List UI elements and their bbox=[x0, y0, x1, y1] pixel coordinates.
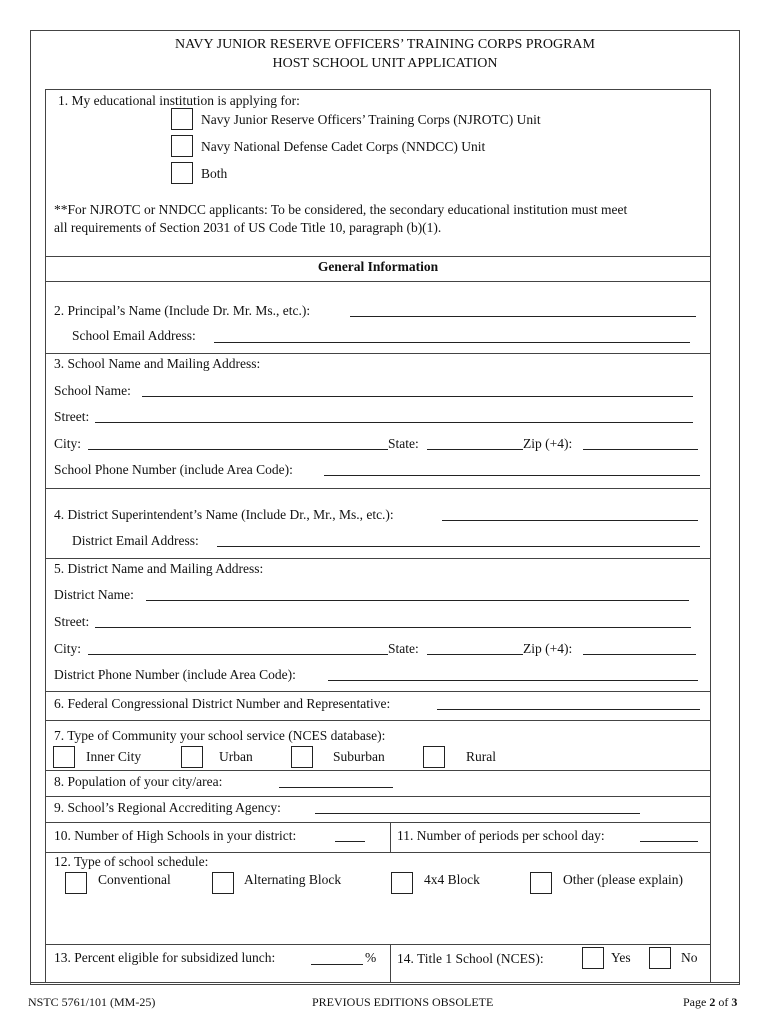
district-zip-field[interactable] bbox=[583, 654, 696, 655]
inner-city-label: Inner City bbox=[86, 749, 142, 764]
rural-label: Rural bbox=[466, 749, 496, 764]
divider bbox=[45, 256, 711, 257]
superintendent-name-label: 4. District Superintendent’s Name (Include Dr., Mr., Ms., etc.): bbox=[54, 507, 394, 522]
school-zip-field[interactable] bbox=[583, 449, 698, 450]
district-email-field[interactable] bbox=[217, 546, 700, 547]
divider bbox=[45, 852, 711, 853]
school-city-field[interactable] bbox=[88, 449, 388, 450]
district-street-field[interactable] bbox=[95, 627, 691, 628]
urban-label: Urban bbox=[219, 749, 253, 764]
divider bbox=[45, 720, 711, 721]
divider bbox=[45, 770, 711, 771]
page-indicator bbox=[683, 995, 737, 1010]
section14-label: 14. Title 1 School (NCES): bbox=[397, 951, 544, 966]
title1-no-checkbox[interactable] bbox=[649, 947, 671, 969]
superintendent-name-field[interactable] bbox=[442, 520, 698, 521]
alternating-block-checkbox[interactable] bbox=[212, 872, 234, 894]
four-by-four-label: 4x4 Block bbox=[424, 872, 480, 887]
district-email-label: District Email Address: bbox=[72, 533, 199, 548]
divider bbox=[45, 488, 711, 489]
form-title-line1: NAVY JUNIOR RESERVE OFFICERS’ TRAINING CORPS PROGRAM bbox=[175, 37, 595, 52]
school-state-field[interactable] bbox=[427, 449, 523, 450]
section6-label: 6. Federal Congressional District Number and Representative: bbox=[54, 696, 391, 711]
section1-label: 1. My educational institution is applying for: bbox=[58, 93, 300, 108]
section3-label: 3. School Name and Mailing Address: bbox=[54, 356, 261, 371]
divider bbox=[45, 353, 711, 354]
njrotc-option-label: Navy Junior Reserve Officers’ Training Corps (NJROTC) Unit bbox=[201, 112, 541, 127]
page-total: 3 bbox=[731, 995, 738, 1009]
district-name-field[interactable] bbox=[146, 600, 689, 601]
title1-yes-label: Yes bbox=[611, 950, 631, 965]
section13-label: 13. Percent eligible for subsidized lunch: bbox=[54, 950, 276, 965]
four-by-four-checkbox[interactable] bbox=[391, 872, 413, 894]
section5-label: 5. District Name and Mailing Address: bbox=[54, 561, 264, 576]
nndcc-checkbox[interactable] bbox=[171, 135, 193, 157]
school-phone-field[interactable] bbox=[324, 475, 700, 476]
congressional-district-field[interactable] bbox=[437, 709, 700, 710]
school-name-field[interactable] bbox=[142, 396, 693, 397]
school-state-label: State: bbox=[388, 436, 419, 451]
divider bbox=[390, 944, 391, 982]
title1-no-label: No bbox=[681, 950, 698, 965]
page-current: 2 bbox=[709, 995, 716, 1009]
alternating-block-label: Alternating Block bbox=[244, 872, 342, 887]
section9-label: 9. School’s Regional Accrediting Agency: bbox=[54, 800, 281, 815]
form-title-line2: HOST SCHOOL UNIT APPLICATION bbox=[272, 56, 498, 71]
district-phone-label: District Phone Number (include Area Code): bbox=[54, 667, 296, 682]
school-email-field[interactable] bbox=[214, 342, 690, 343]
high-schools-count-field[interactable] bbox=[335, 841, 365, 842]
periods-per-day-field[interactable] bbox=[640, 841, 698, 842]
divider bbox=[30, 982, 740, 983]
accrediting-agency-field[interactable] bbox=[315, 813, 640, 814]
conventional-checkbox[interactable] bbox=[65, 872, 87, 894]
district-zip-label: Zip (+4): bbox=[523, 641, 573, 656]
school-street-field[interactable] bbox=[95, 422, 693, 423]
district-state-label: State: bbox=[388, 641, 419, 656]
other-schedule-label: Other (please explain) bbox=[563, 872, 683, 887]
suburban-checkbox[interactable] bbox=[291, 746, 313, 768]
form-number: NSTC 5761/101 (MM-25) bbox=[28, 995, 156, 1009]
rural-checkbox[interactable] bbox=[423, 746, 445, 768]
divider bbox=[45, 691, 711, 692]
district-city-field[interactable] bbox=[88, 654, 388, 655]
district-name-label: District Name: bbox=[54, 587, 134, 602]
divider bbox=[45, 944, 711, 945]
njrotc-checkbox[interactable] bbox=[171, 108, 193, 130]
section7-label: 7. Type of Community your school service (NCES database): bbox=[54, 728, 386, 743]
section1-note-line2: all requirements of Section 2031 of US Code Title 10, paragraph (b)(1). bbox=[54, 220, 442, 235]
other-schedule-checkbox[interactable] bbox=[530, 872, 552, 894]
principal-name-label: 2. Principal’s Name (Include Dr. Mr. Ms., etc.): bbox=[54, 303, 311, 318]
section1-note-line1: **For NJROTC or NNDCC applicants: To be considered, the secondary educational institution must meet bbox=[54, 202, 628, 217]
inner-city-checkbox[interactable] bbox=[53, 746, 75, 768]
section10-label: 10. Number of High Schools in your district: bbox=[54, 828, 297, 843]
school-city-label: City: bbox=[54, 436, 82, 451]
page-of: of bbox=[715, 995, 732, 1009]
nndcc-option-label: Navy National Defense Cadet Corps (NNDCC) Unit bbox=[201, 139, 486, 154]
section11-label: 11. Number of periods per school day: bbox=[397, 828, 605, 843]
both-checkbox[interactable] bbox=[171, 162, 193, 184]
section12-label: 12. Type of school schedule: bbox=[54, 854, 209, 869]
subsidized-lunch-field[interactable] bbox=[311, 964, 363, 965]
section8-label: 8. Population of your city/area: bbox=[54, 774, 223, 789]
suburban-label: Suburban bbox=[333, 749, 385, 764]
divider bbox=[45, 558, 711, 559]
school-email-label: School Email Address: bbox=[72, 328, 196, 343]
page-prefix: Page bbox=[683, 995, 710, 1009]
urban-checkbox[interactable] bbox=[181, 746, 203, 768]
school-zip-label: Zip (+4): bbox=[523, 436, 573, 451]
percent-symbol: % bbox=[365, 950, 377, 965]
editions-notice: PREVIOUS EDITIONS OBSOLETE bbox=[312, 995, 494, 1009]
both-option-label: Both bbox=[201, 166, 228, 181]
district-street-label: Street: bbox=[54, 614, 90, 629]
school-phone-label: School Phone Number (include Area Code): bbox=[54, 462, 293, 477]
population-field[interactable] bbox=[279, 787, 393, 788]
general-info-heading: General Information bbox=[317, 259, 439, 274]
district-state-field[interactable] bbox=[427, 654, 523, 655]
district-phone-field[interactable] bbox=[328, 680, 698, 681]
conventional-label: Conventional bbox=[98, 872, 171, 887]
district-city-label: City: bbox=[54, 641, 82, 656]
school-name-label: School Name: bbox=[54, 383, 131, 398]
title1-yes-checkbox[interactable] bbox=[582, 947, 604, 969]
school-street-label: Street: bbox=[54, 409, 90, 424]
divider bbox=[45, 796, 711, 797]
divider bbox=[390, 822, 391, 852]
divider bbox=[45, 281, 711, 282]
divider bbox=[45, 822, 711, 823]
principal-name-field[interactable] bbox=[350, 316, 696, 317]
